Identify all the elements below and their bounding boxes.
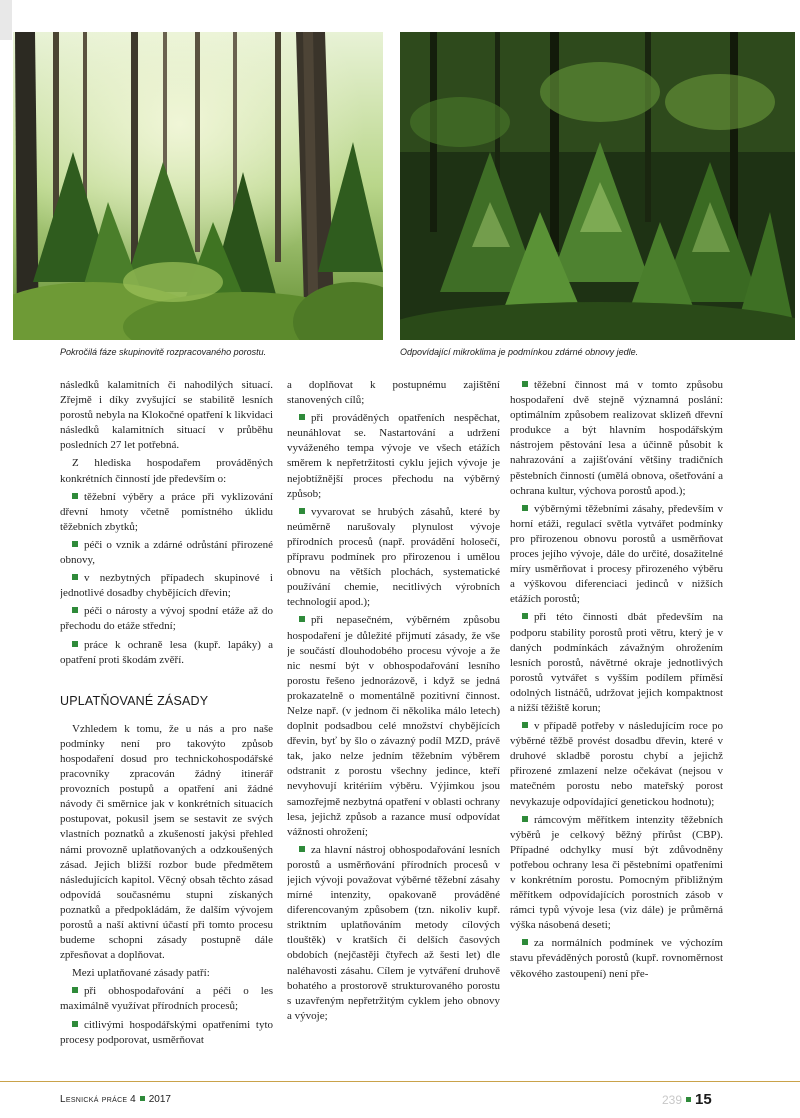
bullet-item: za normálních podmínek ve výchozím stavu převáděných porostů (kupř. rovnoměrnost věkového zastoupení) není pře- bbox=[510, 937, 723, 980]
bullet-item: při prováděných opatřeních nespěchat, neunáhlovat se. Nastartování a udržení vyváženého tempa vývoje ve všech etážích směrem k nepřetržitosti cyklu jejich vývoje je nejobtížnější proces přechodu na výběrný způsob; bbox=[287, 412, 500, 500]
text-column-2 bbox=[287, 378, 500, 1068]
bullet-item: v případě potřeby v následujícím roce po výběrné těžbě provést dosadbu dřevin, které v druhové skladbě porostu chybí a jejichž přirozené zmlazení nelze očekávat (nejsou v matečném porostu nebo mateřský porost nevykazuje odpovídající genetickou hodnotu); bbox=[510, 720, 723, 808]
footer-rule bbox=[0, 1081, 800, 1082]
bullet-square-icon bbox=[522, 939, 528, 945]
bullet-square-icon bbox=[522, 816, 528, 822]
bullet-item: rámcovým měřítkem intenzity těžebních výběrů je celkový běžný přírůst (CBP). Případné odchylky musí být zdůvodněny potřebou ochrany lesa či pěstebními opatřeními v konkrétním porostu. Pomocným přibližným měřítkem odpovídajících porostních zásob v rámci typů vývoje lesa (viz dále) je průměrná výška násobená deseti; bbox=[510, 813, 723, 932]
bullet-square-icon bbox=[299, 616, 305, 622]
issue-number: 4 bbox=[130, 1094, 136, 1105]
separator-square-icon bbox=[140, 1096, 145, 1101]
bullet-square-icon bbox=[72, 574, 78, 580]
bullet-item: těžební činnost má v tomto způsobu hospodaření dvě stejně významná poslání: optimálním způsobem realizovat sklizeň dřevní produkce a být hlavním hospodářským nástrojem pěstování lesa a účinně působit k nahrazování a zajišťování většiny tradičních pěstebních činností (umělá obnova, ošetřování a ochrana kultur, výchova porostů apod.); bbox=[510, 379, 723, 497]
bullet-square-icon bbox=[72, 1021, 78, 1027]
bullet-item: práce k ochraně lesa (kupř. lapáky) a opatření proti škodám zvěří. bbox=[60, 638, 273, 666]
footer-page-info bbox=[662, 1091, 742, 1109]
bullet-square-icon bbox=[72, 987, 78, 993]
paragraph: Mezi uplatňované zásady patří: bbox=[72, 967, 210, 980]
forest-photo-right bbox=[400, 32, 795, 340]
bullet-item: citlivými hospodářskými opatřeními tyto procesy podporovat, usměrňovat bbox=[60, 1018, 273, 1046]
photo-caption-right: Odpovídající mikroklima je podmínkou zdárné obnovy jedle. bbox=[400, 347, 639, 357]
bullet-square-icon bbox=[522, 722, 528, 728]
bullet-square-icon bbox=[522, 613, 528, 619]
paragraph: Z hlediska hospodařem prováděných konkrétních činností jde především o: bbox=[60, 457, 273, 485]
bullet-item: za hlavní nástroj obhospodařování lesních porostů a usměrňování přírodních procesů v jejich vývoji považovat výběrné těžební zásahy mírné intenzity, opakovaně prováděné diferencovaným způsobem (tzn. nikoliv kupř. striktním uplatňováním metody cílových tlouštěk) v kratších či delších časových obdobích (nejčastěji čtyřech až šesti let) dle naléhavosti zásahu. Cílem je vytváření druhově bohatého a prostorově strukturovaného porostu s uzavřeným nepřetržitým cyklem jeho obnovy a vývoje; bbox=[287, 843, 500, 1022]
bullet-square-icon bbox=[299, 508, 305, 514]
paragraph: a doplňovat k postupnému zajištění stanovených cílů; bbox=[287, 379, 500, 407]
bullet-item: péči o nárosty a vývoj spodní etáže až do přechodu do etáže střední; bbox=[60, 605, 273, 633]
text-column-3 bbox=[510, 378, 723, 1068]
bullet-square-icon bbox=[522, 381, 528, 387]
bullet-square-icon bbox=[299, 414, 305, 420]
bullet-square-icon bbox=[72, 541, 78, 547]
text-column-1 bbox=[60, 378, 273, 1068]
forest-photo-left bbox=[13, 32, 383, 340]
bullet-square-icon bbox=[72, 607, 78, 613]
bullet-square-icon bbox=[522, 505, 528, 511]
bullet-item: při této činnosti dbát především na podporu stability porostů proti větru, který je v daných podmínkách závažným ohrožením lesních porostů, návětrné okraje jednotlivých porostů vytvářet s vyšším podílem příměsí odolných listnáčů, udržovat jejich kompaktnost a nižší těžiště korun; bbox=[510, 611, 723, 714]
paragraph: Vzhledem k tomu, že u nás a pro naše podmínky není pro takovýto způsob hospodaření dosud pro technickohospodářské pracovníky zpracován žádný itinerář provozních postupů a opatření ani žádné návody či směrnice jak v konkrétních situacích postupovat, pokusil jsem se sestavit ze svých vlastních poznatků a zkušeností jakýsi přehled námi provozně uplatňovaných a odzkoušených zásad. Jejich bližší rozbor bude předmětem následujících kapitol. Věcný obsah těchto zásad odpovídá současnému stupni získaných poznatků a předpokládám, že dalším vývojem porostů a naší aktivní účastí při tomto procesu budeme schopni zásady postupně dále zpřesňovat a doplňovat. bbox=[60, 722, 273, 962]
bullet-item: vyvarovat se hrubých zásahů, které by neúměrně narušovaly plynulost vývoje přírodních procesů (např. provádění holosečí, přípravu podmínek pro přirozenou i umělou obnovu na větších plochách, systematické používání chemie, necitlivých výrobních technologií apod.); bbox=[287, 505, 500, 609]
bullet-square-icon bbox=[72, 641, 78, 647]
bullet-item: v nezbytných případech skupinové i jednotlivé dosadby chybějících dřevin; bbox=[60, 572, 273, 600]
bullet-item: těžební výběry a práce při vyklizování dřevní hmoty včetně pomístného úklidu těžebních zbytků; bbox=[60, 490, 273, 533]
bullet-square-icon bbox=[299, 846, 305, 852]
photo-caption-left: Pokročilá fáze skupinovitě rozpracovaného porostu. bbox=[60, 347, 267, 357]
volume-page-number: 239 bbox=[662, 1093, 683, 1107]
paragraph: následků kalamitních či nahodilých situací. Zřejmě i díky zvyšující se stabilitě lesních porostů nebyla na Klokočné opatření k likvidaci následků kalamitních situací v průběhu posledních 27 let potřebná. bbox=[60, 379, 273, 452]
bullet-item: při nepasečném, výběrném způsobu hospodaření je důležité přijmutí zásady, že vše je součástí dlouhodobého procesu vývoje a že nic nesmí být v obhospodařování lesního porostu řešeno jednorázově, i když se jedná prokazatelně o momentálně pozitivní činnost. Nelze např. (v jednom či několika málo letech) doplnit podsadbou celé množství chybějících dřevin, byť by šlo o závazný podíl MZD, právě tak, jako nelze jedním těžebním výběrem odstranit z porostu všechny jedince, kteří nevyhovují kritériím výběru. Výjimkou jsou samozřejmě nezbytná opatření v oblasti ochrany lesa, jejichž způsob a razance musí odpovídat vážnosti ohrožení; bbox=[287, 614, 500, 838]
page-edge-shadow bbox=[0, 0, 12, 40]
separator-square-icon bbox=[686, 1097, 691, 1102]
page-number: 15 bbox=[695, 1091, 712, 1108]
section-heading: UPLATŇOVANÉ ZÁSADY bbox=[60, 693, 209, 708]
bullet-item: při obhospodařování a péči o les maximálně využívat přírodních procesů; bbox=[60, 985, 273, 1013]
journal-name: Lesnická práce bbox=[60, 1094, 128, 1105]
bullet-item: péči o vznik a zdárné odrůstání přirozené obnovy, bbox=[60, 538, 273, 567]
bullet-item: výběrnými těžebními zásahy, především v horní etáži, regulací světla vytvářet podmínky pro přirozenou obnovu porostů a usměrňovat proces jejího vývoje, dále do určité, dosažitelné míry usměrňovat i procesy přirozeného výběru a výškovou diferenciaci jedinců v nižších etážích porostů; bbox=[510, 502, 723, 606]
footer-journal-info bbox=[60, 1094, 171, 1105]
issue-year: 2017 bbox=[148, 1094, 171, 1105]
bullet-square-icon bbox=[72, 493, 78, 499]
